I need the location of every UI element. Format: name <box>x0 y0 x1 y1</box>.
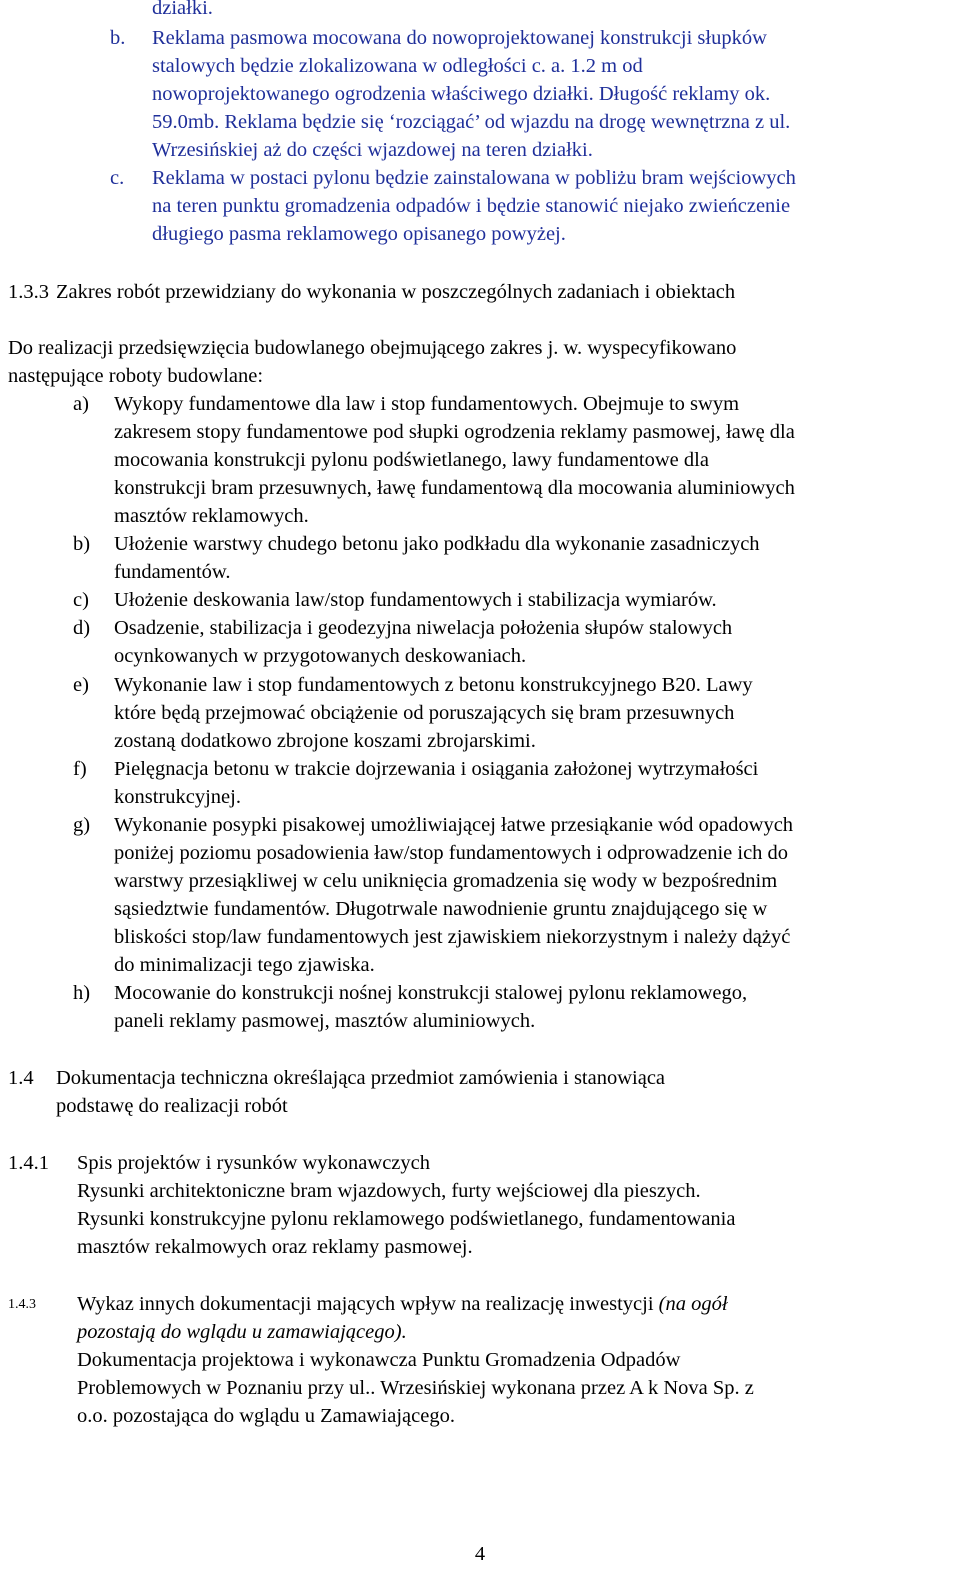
work-label-f: f) <box>73 758 87 780</box>
list-b-line: Wrzesińskiej aż do części wjazdowej na teren działki. <box>152 139 593 161</box>
list-c-line: długiego pasma reklamowego opisanego powyżej. <box>152 223 566 245</box>
work-line: do minimalizacji tego zjawiska. <box>114 954 375 976</box>
list-b-line: stalowych będzie zlokalizowana w odległości c. a. 1.2 m od <box>152 55 643 77</box>
work-line: paneli reklamy pasmowej, masztów aluminiowych. <box>114 1010 536 1032</box>
work-line: masztów reklamowych. <box>114 505 309 527</box>
section-1-4-3-heading-italic: (na ogół <box>658 1293 728 1315</box>
section-1-4-3-line: Dokumentacja projektowa i wykonawcza Punktu Gromadzenia Odpadów <box>77 1349 681 1371</box>
work-label-a: a) <box>73 393 89 415</box>
work-line: które będą przejmować obciążenie od poruszających się bram przesuwnych <box>114 702 735 724</box>
list-b-line: 59.0mb. Reklama będzie się ‘rozciągać’ od wjazdu na drogę wewnętrzna z ul. <box>152 111 791 133</box>
work-label-b: b) <box>73 533 91 555</box>
work-line: Wykonanie posypki pisakowej umożliwiającej łatwe przesiąkanie wód opadowych <box>114 814 794 836</box>
work-label-g: g) <box>73 814 91 836</box>
section-1-4-1-line: Rysunki architektoniczne bram wjazdowych, furty wejściowej dla pieszych. <box>77 1180 701 1202</box>
list-label-c: c. <box>110 167 125 189</box>
list-b-line: Reklama pasmowa mocowana do nowoprojektowanej konstrukcji słupków <box>152 27 767 49</box>
section-number-1-3-3: 1.3.3 <box>8 281 49 303</box>
work-line: Ułożenie warstwy chudego betonu jako podkładu dla wykonanie zasadniczych <box>114 533 760 555</box>
work-line: zakresem stopy fundamentowe pod słupki ogrodzenia reklamy pasmowej, ławę dla <box>114 421 795 443</box>
work-line: warstwy przesiąkliwej w celu uniknięcia gromadzenia się wody w bezpośrednim <box>114 870 778 892</box>
work-line: zostaną dodatkowo zbrojone koszami zbrojarskimi. <box>114 730 536 752</box>
section-1-4-3-line: o.o. pozostająca do wglądu u Zamawiającego. <box>77 1405 455 1427</box>
section-1-4-1-line: Rysunki konstrukcyjne pylonu reklamowego podświetlanego, fundamentowania <box>77 1208 736 1230</box>
work-line: sąsiedztwie fundamentów. Długotrwale nawodnienie gruntu znajdującego się w <box>114 898 768 920</box>
page-number: 4 <box>474 1543 486 1565</box>
intro-line: Do realizacji przedsięwzięcia budowlanego obejmującego zakres j. w. wyspecyfikowano <box>8 337 737 359</box>
work-line: bliskości stop/law fundamentowych jest zjawiskiem niekorzystnym i należy dążyć <box>114 926 791 948</box>
list-label-b: b. <box>110 27 126 49</box>
work-line: Osadzenie, stabilizacja i geodezyjna niwelacja położenia słupów stalowych <box>114 617 733 639</box>
work-line: mocowania konstrukcji pylonu podświetlanego, lawy fundamentowe dla <box>114 449 709 471</box>
section-1-4-3-italic-line: pozostają do wglądu u zamawiającego). <box>77 1321 407 1343</box>
work-line: Pielęgnacja betonu w trakcie dojrzewania i osiągania założonej wytrzymałości <box>114 758 759 780</box>
work-line: poniżej poziomu posadowienia ław/stop fundamentowych i odprowadzenie ich do <box>114 842 789 864</box>
work-line: Ułożenie deskowania law/stop fundamentowych i stabilizacja wymiarów. <box>114 589 717 611</box>
section-title-1-3-3: Zakres robót przewidziany do wykonania w poszczególnych zadaniach i obiektach <box>56 281 736 303</box>
section-title-1-4: podstawę do realizacji robót <box>56 1095 288 1117</box>
section-1-4-1-line: masztów rekalmowych oraz reklamy pasmowej. <box>77 1236 473 1258</box>
section-number-1-4-1: 1.4.1 <box>8 1152 49 1174</box>
work-line: fundamentów. <box>114 561 231 583</box>
work-line: konstrukcji bram przesuwnych, ławę fundamentową dla mocowania aluminiowych <box>114 477 795 499</box>
list-c-line: na teren punktu gromadzenia odpadów i będzie stanowić niejako zwieńczenie <box>152 195 791 217</box>
text-line-continuation: działki. <box>152 0 213 19</box>
work-line: Wykonanie law i stop fundamentowych z betonu konstrukcyjnego B20. Lawy <box>114 674 753 696</box>
section-1-4-3-line: Problemowych w Poznaniu przy ul.. Wrzesińskiej wykonana przez A k Nova Sp. z <box>77 1377 754 1399</box>
section-title-1-4: Dokumentacja techniczna określająca przedmiot zamówienia i stanowiąca <box>56 1067 666 1089</box>
work-line: konstrukcyjnej. <box>114 786 241 808</box>
work-line: ocynkowanych w przygotowanych deskowaniach. <box>114 645 527 667</box>
intro-line: następujące roboty budowlane: <box>8 365 264 387</box>
section-1-4-3-heading <box>77 1290 728 1318</box>
section-1-4-3-heading-text: Wykaz innych dokumentacji mających wpływ na realizację inwestycji <box>77 1293 659 1315</box>
section-number-1-4-3: 1.4.3 <box>8 1297 36 1312</box>
work-line: Wykopy fundamentowe dla law i stop fundamentowych. Obejmuje to swym <box>114 393 740 415</box>
work-line: Mocowanie do konstrukcji nośnej konstrukcji stalowej pylonu reklamowego, <box>114 982 748 1004</box>
work-label-d: d) <box>73 617 91 639</box>
section-number-1-4: 1.4 <box>8 1067 34 1089</box>
work-label-h: h) <box>73 982 91 1004</box>
work-label-e: e) <box>73 674 89 696</box>
work-label-c: c) <box>73 589 89 611</box>
list-b-line: nowoprojektowanego ogrodzenia właściwego działki. Długość reklamy ok. <box>152 83 771 105</box>
list-c-line: Reklama w postaci pylonu będzie zainstalowana w pobliżu bram wejściowych <box>152 167 796 189</box>
section-1-4-1-line: Spis projektów i rysunków wykonawczych <box>77 1152 431 1174</box>
